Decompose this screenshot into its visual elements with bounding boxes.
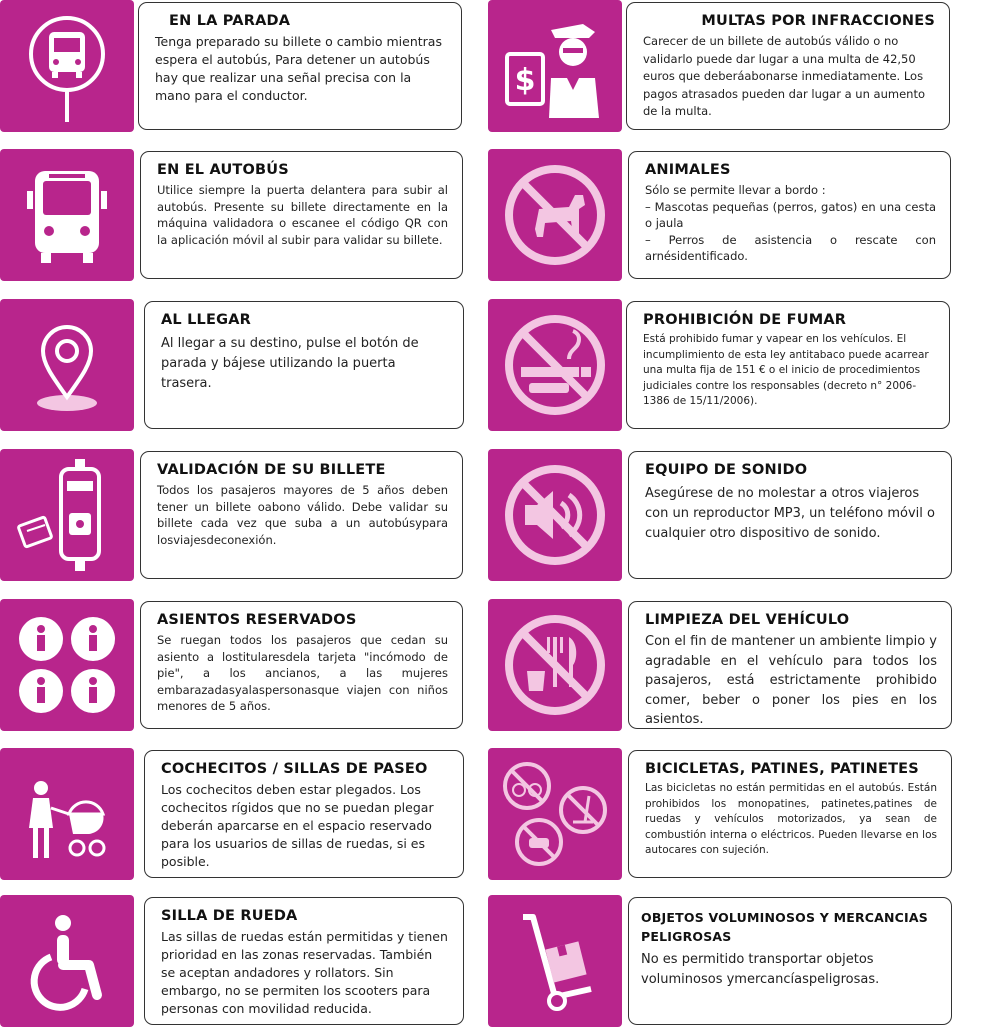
rule-card <box>628 601 952 729</box>
stroller-icon <box>0 748 134 880</box>
rule-prohibicion-fumar <box>488 299 966 433</box>
rule-al-llegar <box>0 299 478 433</box>
rule-card <box>144 897 464 1025</box>
wheelchair-icon <box>0 895 134 1027</box>
rule-text: Se ruegan todos los pasajeros que cedan su asiento a lostitularesdela tarjeta "incómodo de pie", a los ancianos, a las mujeres embarazadasyalaspersonasque viajen con niños menores de 5 años. <box>157 633 448 713</box>
rule-en-la-parada <box>0 0 478 134</box>
rule-text: No es permitido transportar objetos voluminosos ymercancíaspeligrosas. <box>641 952 880 987</box>
rule-objetos-voluminosos <box>488 895 966 1029</box>
no-bikes-scooters-icon <box>488 748 622 880</box>
rule-card <box>140 151 463 279</box>
rule-title: LIMPIEZA DEL VEHÍCULO <box>645 612 850 628</box>
rule-title: COCHECITOS / SILLAS DE PASEO <box>161 761 428 777</box>
rule-card <box>144 301 464 429</box>
rule-card <box>628 750 952 878</box>
rule-text: Con el fin de mantener un ambiente limpio y agradable en el vehículo para todos los pasajeros, está estrictamente prohibido comer, beber o poner los pies en los asientos. <box>645 634 937 727</box>
rule-card <box>144 750 464 878</box>
bus-stop-icon <box>0 0 134 132</box>
rule-limpieza <box>488 599 966 733</box>
rule-text: Todos los pasajeros mayores de 5 años deben tener un billete oabono válido. Debe validar su billete cada vez que suba a un autobúsypara losviajesdeconexión. <box>157 483 448 547</box>
rule-en-el-autobus <box>0 149 478 283</box>
rule-card <box>628 451 952 579</box>
rule-text: Los cochecitos deben estar plegados. Los cochecitos rígidos que no se puedan plegar deberán aparcarse en el espacio reservado para los usuarios de sillas de ruedas, si es posible. <box>161 782 434 869</box>
rule-card <box>628 151 951 279</box>
rule-cochecitos <box>0 748 478 882</box>
no-smoking-icon <box>488 299 622 431</box>
rule-title: PROHIBICIÓN DE FUMAR <box>643 312 847 328</box>
rule-text: Está prohibido fumar y vapear en los vehículos. El incumplimiento de esta ley antitabaco puede acarrear una multa fija de 151 € o el inicio de procedimientos judiciales contre los responsables (decreto n° 2006-1386 de 15/11/2006). <box>643 333 929 407</box>
no-dogs-icon <box>488 149 622 281</box>
svg-text:$: $ <box>514 63 536 98</box>
rule-text: Tenga preparado su billete o cambio mientras espera el autobús, Para detener un autobús hay que realizar una señal precisa con la mano para el conductor. <box>155 34 442 103</box>
rule-equipo-sonido <box>488 449 966 583</box>
inspector-fine-icon <box>488 0 622 132</box>
location-pin-icon <box>0 299 134 431</box>
rule-title: ANIMALES <box>645 162 731 178</box>
rule-card <box>140 451 463 579</box>
no-eating-icon <box>488 599 622 731</box>
rule-text: Las sillas de ruedas están permitidas y tienen prioridad en las zonas reservadas. También se aceptan andadores y rollators. Sin embargo, no se permiten los scooters para personas con movilidad reducida. <box>161 929 448 1016</box>
rule-title: SILLA DE RUEDA <box>161 908 298 924</box>
rule-card <box>140 601 463 729</box>
no-sound-icon <box>488 449 622 581</box>
bus-front-icon <box>0 149 134 281</box>
priority-seats-icon <box>0 599 134 731</box>
rule-title: EQUIPO DE SONIDO <box>645 462 808 478</box>
rule-card <box>626 2 950 130</box>
rule-text: Al llegar a su destino, pulse el botón de parada y bájese utilizando la puerta trasera. <box>161 336 419 391</box>
rule-title: MULTAS POR INFRACCIONES <box>701 13 935 29</box>
rule-card <box>138 2 462 130</box>
rule-card <box>626 301 950 429</box>
rule-silla-de-rueda <box>0 895 478 1029</box>
rule-text: Utilice siempre la puerta delantera para subir al autobús. Presente su billete directamente en la máquina validadora o escanee el código QR con la aplicación móvil al subir para validar su billete. <box>157 183 448 247</box>
rule-validacion <box>0 449 478 583</box>
rule-bicicletas <box>488 748 966 882</box>
rule-multas <box>488 0 966 134</box>
rule-title: OBJETOS VOLUMINOSOS Y MERCANCIAS PELIGROSAS <box>641 910 928 944</box>
rule-text: Asegúrese de no molestar a otros viajeros con un reproductor MP3, un teléfono móvil o cualquier otro dispositivo de sonido. <box>645 486 935 541</box>
rule-title: EN EL AUTOBÚS <box>157 162 289 178</box>
rule-text: Las bicicletas no están permitidas en el autobús. Están prohibidos los monopatines, patinetes,patines de ruedas y vehículos motorizados, ya sean de combustión interna o eléctricos. Pueden llevarse en los autocares con sujeción. <box>645 782 937 856</box>
rule-title: VALIDACIÓN DE SU BILLETE <box>157 462 386 478</box>
rule-title: BICICLETAS, PATINES, PATINETES <box>645 761 919 777</box>
rule-text: Sólo se permite llevar a bordo : – Mascotas pequeñas (perros, gatos) en una cesta o jaula – Perros de asistencia o rescate con arnésidentificado. <box>645 183 936 263</box>
rule-title: EN LA PARADA <box>169 13 291 29</box>
luggage-trolley-icon <box>488 895 622 1027</box>
rule-asientos <box>0 599 478 733</box>
rule-animales <box>488 149 966 283</box>
rule-title: ASIENTOS RESERVADOS <box>157 612 357 628</box>
rule-text: Carecer de un billete de autobús válido o no validarlo puede dar lugar a una multa de 42,50 euros que deberáabonarse inmediatamente. Los pagos atrasados pueden dar lugar a un aumento de la multa. <box>643 34 925 118</box>
rule-card <box>628 897 952 1025</box>
rule-title: AL LLEGAR <box>161 312 251 328</box>
ticket-validator-icon <box>0 449 134 581</box>
